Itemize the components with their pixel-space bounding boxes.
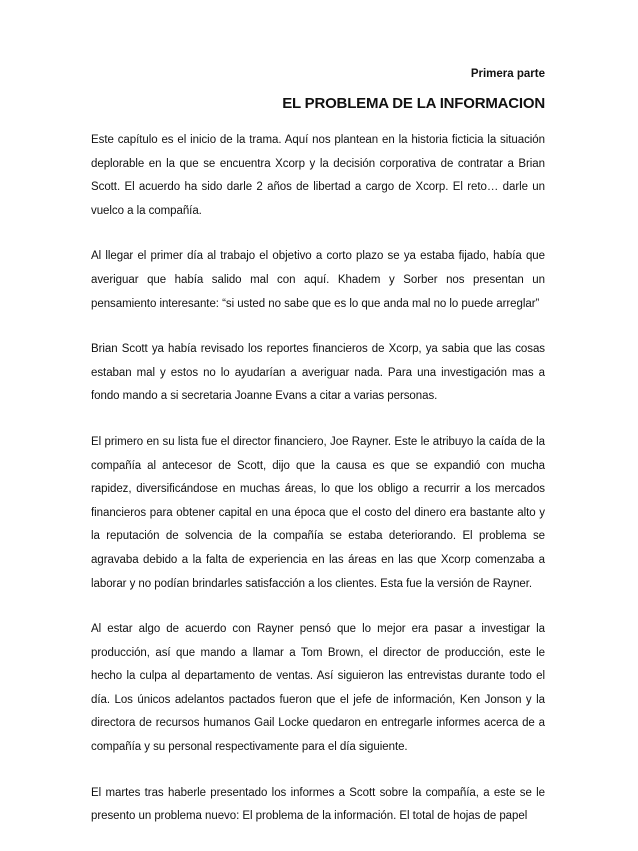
paragraph-financial-reports: Brian Scott ya había revisado los reportes financieros de Xcorp, ya sabia que las cosas estaban mal y estos no lo ayudarían a averiguar nada. Para una investigación mas a fondo mando a si secretaria Joanne Evans a citar a varias personas. bbox=[91, 343, 545, 403]
document-page bbox=[91, 0, 545, 826]
paragraph-joe-rayner: El primero en su lista fue el director financiero, Joe Rayner. Este le atribuyo la caída de la compañía al antecesor de Scott, dijo que la causa es que se expandió con mucha rapidez, diversificándose en muchas áreas, lo que los obligo a recurrir a los mercados financieros para obtener capital en una época que el costo del dinero era bastante alto y la reputación de solvencia de la compañía se estaba deteriorando. El problema se agravaba debido a la falta de experiencia en las áreas en las que Xcorp comenzaba a laborar y no podían brindarles satisfacción a los clientes. Esta fue la versión de Rayner. bbox=[91, 435, 545, 590]
paragraph-tuesday: El martes tras haberle presentado los informes a Scott sobre la compañía, a este se le presento un problema nuevo: El problema de la información. El total de hojas de papel bbox=[91, 786, 545, 823]
paragraph-production: Al estar algo de acuerdo con Rayner pensó que lo mejor era pasar a investigar la producción, así que mando a llamar a Tom Brown, el director de producción, este le hecho la culpa al departamento de ventas. Así siguieron las entrevistas durante todo el día. Los únicos adelantos pactados fueron que el jefe de información, Ken Jonson y la directora de recursos humanos Gail Locke quedaron en entregarle informes acerca de a compañía y su personal respectivamente para el día siguiente. bbox=[91, 623, 545, 754]
paragraph-intro: Este capítulo es el inicio de la trama. Aquí nos plantean en la historia ficticia la situación deplorable en la que se encuentra Xcorp y la decisión corporativa de contratar a Brian Scott. El acuerdo ha sido darle 2 años de libertad a cargo de Xcorp. El reto… darle un vuelco a la compañía. bbox=[91, 134, 545, 217]
paragraph-first-day: Al llegar el primer día al trabajo el objetivo a corto plazo se ya estaba fijado, había que averiguar que había salido mal con aquí. Khadem y Sorber nos presentan un pensamiento interesante: “si usted no sabe que es lo que anda mal no lo puede arreglar” bbox=[91, 250, 545, 310]
part-label: Primera parte bbox=[470, 68, 545, 80]
chapter-title: EL PROBLEMA DE LA INFORMACION bbox=[282, 95, 545, 112]
body-text bbox=[91, 129, 545, 851]
